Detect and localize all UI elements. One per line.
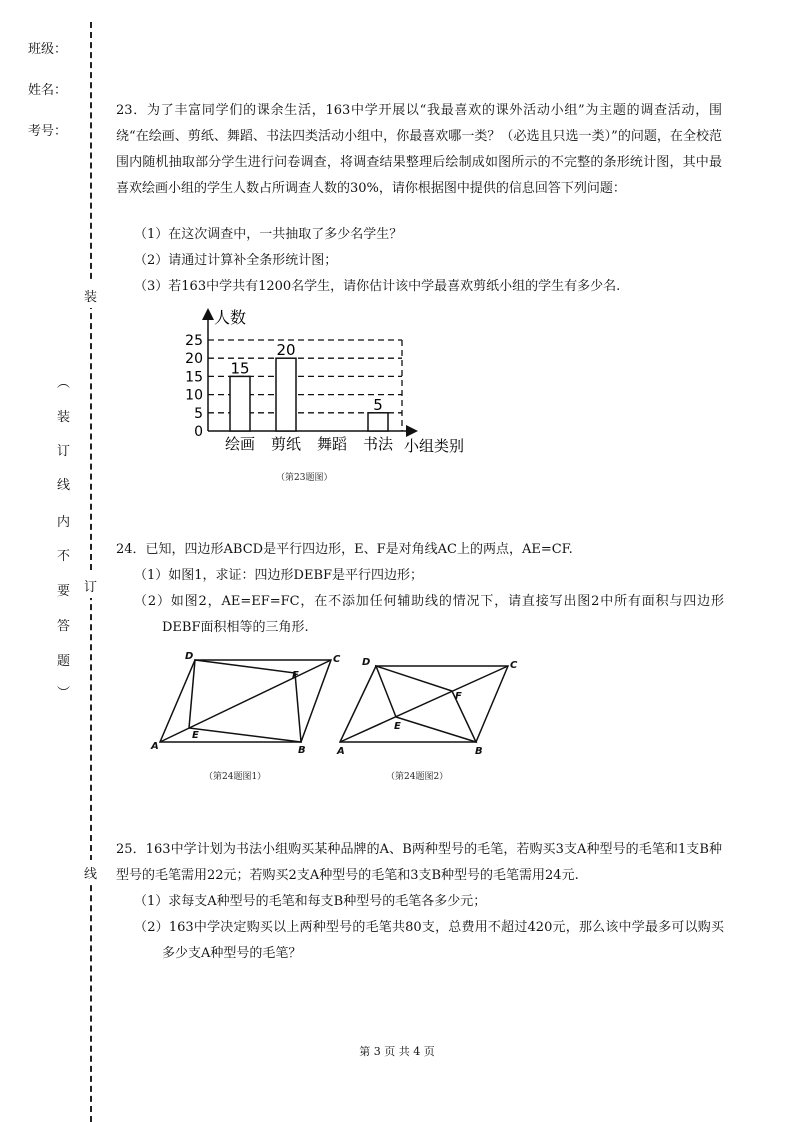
warning-char: 装	[57, 410, 71, 425]
diagonal-ac	[340, 666, 508, 742]
q23-caption: （第23题图）	[276, 473, 333, 483]
q25-stem: 25．163中学计划为书法小组购买某种品牌的A、B两种型号的毛笔，若购买3支A种型号的毛笔和1支B种型号的毛笔需用22元；若购买2支A种型号的毛笔和3支B种型号的毛笔需用24元.	[116, 842, 722, 883]
q23-sub3: （3）若163中学共有1200名学生，请你估计该中学最喜欢剪纸小组的学生有多少名.	[134, 279, 621, 294]
x-tick-label: 书法	[362, 435, 394, 453]
q25-sub2: （2）163中学决定购买以上两种型号的毛笔共80支，总费用不超过420元，那么该中学最多可以购买多少支A种型号的毛笔？	[134, 920, 724, 961]
y-axis-title: 人数	[214, 308, 247, 327]
class-label: 班级：	[28, 42, 68, 57]
warning-char: 答	[57, 619, 71, 634]
bar-书法	[368, 413, 388, 431]
data-label: 20	[276, 341, 296, 360]
point-label-d: D	[362, 657, 371, 668]
seal-char-xian: 线	[84, 860, 97, 885]
q24-figure-1	[148, 648, 348, 756]
warning-char: 内	[57, 515, 71, 530]
bar-绘画	[230, 376, 250, 431]
seal-char-zhuang: 装	[84, 283, 97, 308]
warning-char: 题	[57, 654, 71, 669]
point-label-c: C	[510, 660, 518, 671]
point-label-f: F	[292, 670, 299, 681]
data-label: 15	[230, 359, 250, 378]
data-label: 5	[373, 395, 383, 414]
point-label-a: A	[337, 746, 345, 757]
warning-char: 不	[57, 549, 71, 564]
warning-char: 线	[57, 478, 71, 493]
binding-dashed-line	[90, 22, 92, 1122]
q24-caption-1: （第24题图1）	[204, 772, 267, 782]
q23-sub1: （1）在这次调查中，一共抽取了多少名学生？	[134, 227, 403, 242]
point-label-f: F	[455, 691, 462, 702]
q25-sub1: （1）求每支A种型号的毛笔和每支B种型号的毛笔各多少元；	[134, 894, 487, 909]
q24-sub2: （2）如图2，AE=EF=FC，在不添加任何辅助线的情况下，请直接写出图2中所有面积与四边形DEBF面积相等的三角形.	[134, 594, 724, 635]
point-label-c: C	[333, 654, 341, 665]
point-label-e: E	[394, 721, 401, 732]
q24-figure-2	[328, 652, 528, 758]
x-tick-label: 剪纸	[270, 435, 302, 453]
seal-char-ding: 订	[84, 573, 97, 598]
y-tick-label: 20	[185, 351, 203, 368]
y-tick-label: 10	[185, 387, 203, 404]
y-tick-label: 5	[194, 405, 203, 422]
q23-stem: 23．为了丰富同学们的课余生活，163中学开展以“我最喜欢的课外活动小组”为主题的调查活动，围绕“在绘画、剪纸、舞蹈、书法四类活动小组中，你最喜欢哪一类？（必选且只选一类）”的问题，在全校范围内随机抽取部分学生进行问卷调查，将调查结果整理后绘制成如图所示的不完整的条形统计图，其中最喜欢绘画小组的学生人数占所调查人数的30%，请你根据图中提供的信息回答下列问题：	[116, 103, 722, 196]
name-label: 姓名：	[28, 83, 68, 98]
q23-bar-chart	[170, 303, 480, 465]
x-tick-label: 舞蹈	[316, 435, 348, 453]
q23-sub2: （2）请通过计算补全条形统计图；	[134, 253, 338, 268]
q24-caption-2: （第24题图2）	[386, 772, 449, 782]
q24-sub1: （1）如图1，求证：四边形DEBF是平行四边形；	[134, 568, 424, 583]
page-footer: 第 3 页 共 4 页	[359, 1045, 435, 1058]
quadrilateral-debf	[376, 666, 476, 742]
warning-char: ︵	[57, 376, 71, 391]
y-tick-label: 25	[185, 333, 203, 349]
warning-char: ︶	[57, 686, 71, 701]
point-label-d: D	[185, 651, 194, 662]
point-label-b: B	[475, 746, 483, 757]
warning-char: 订	[57, 444, 71, 459]
exam-number-label: 考号：	[28, 124, 68, 139]
point-label-a: A	[151, 741, 159, 752]
warning-char: 要	[57, 584, 71, 599]
x-tick-label: 绘画	[224, 435, 256, 453]
q24-stem: 24．已知，四边形ABCD是平行四边形，E、F是对角线AC上的两点，AE=CF.	[116, 542, 573, 557]
x-axis-title: 小组类别	[404, 437, 465, 455]
point-label-e: E	[192, 730, 199, 741]
bar-剪纸	[276, 358, 296, 431]
y-tick-label: 15	[185, 369, 203, 386]
point-label-b: B	[298, 745, 306, 756]
y-tick-label: 0	[194, 424, 203, 440]
